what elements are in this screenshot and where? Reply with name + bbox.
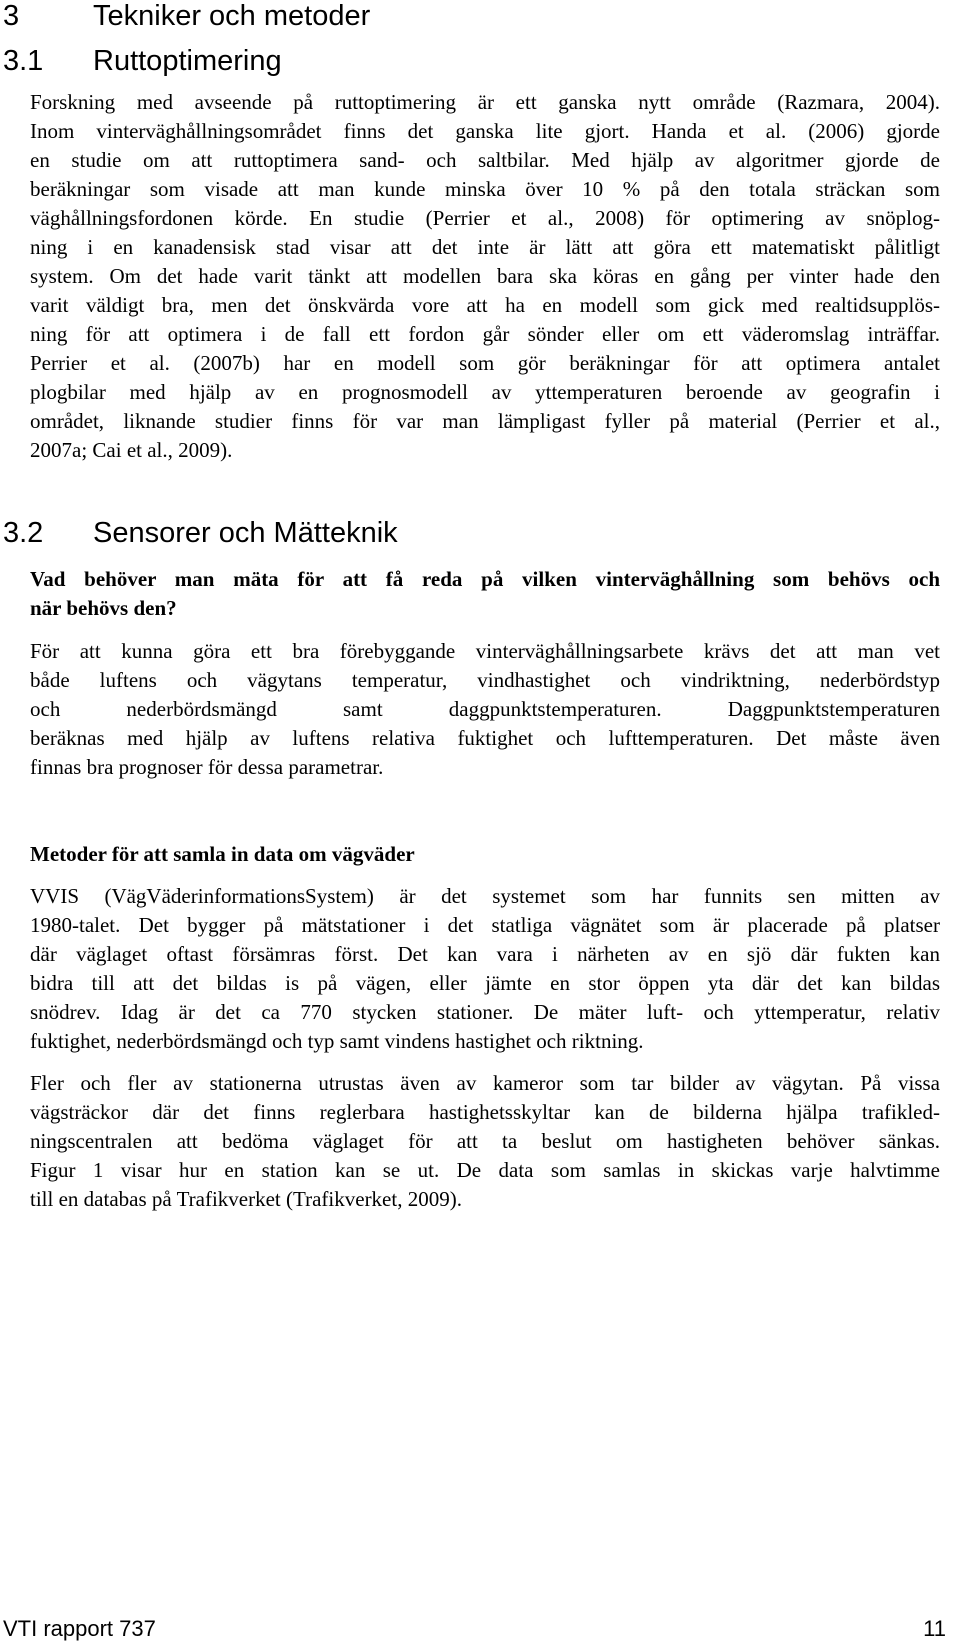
paragraph-measurements <box>30 637 940 782</box>
paragraph-vvis <box>30 882 940 1056</box>
text-line: För att kunna göra ett bra förebyggande vinterväghållningsarbete krävs det att man vet <box>30 639 940 663</box>
text-line: området, liknande studier finns för var man lämpligast fyller på material (Perrier et al., <box>30 409 940 433</box>
text-line: vägsträckor där det finns reglerbara hastighetsskyltar kan de bilderna hjälpa trafikled- <box>30 1100 940 1124</box>
text-line: VVIS (VägVäderinformationsSystem) är det systemet som har funnits sen mitten av <box>30 884 940 908</box>
text-line: beräknas med hjälp av luftens relativa fuktighet och lufttemperaturen. Det måste även <box>30 726 940 750</box>
section-heading-3-1 <box>3 45 282 78</box>
text-line: väghållningsfordonen körde. En studie (Perrier et al., 2008) för optimering av snöplog- <box>30 206 940 230</box>
text-line: bidra till att det bildas is på vägen, eller jämte en stor öppen yta där det kan bildas <box>30 971 940 995</box>
text-line: Figur 1 visar hur en station kan se ut. De data som samlas in skickas varje halvtimme <box>30 1158 940 1182</box>
text-line: Perrier et al. (2007b) har en modell som gör beräkningar för att optimera antalet <box>30 351 940 375</box>
text-line: till en databas på Trafikverket (Trafikverket, 2009). <box>30 1187 462 1211</box>
text-line: och nederbördsmängd samt daggpunktstemperaturen. Daggpunktstemperaturen <box>30 697 940 721</box>
footer-report-name: VTI rapport 737 <box>3 1616 156 1641</box>
section-title: Sensorer och Mätteknik <box>93 517 398 549</box>
section-title: Tekniker och metoder <box>93 0 371 32</box>
paragraph-ruttoptimering <box>30 88 940 465</box>
text-line: varit väldigt bra, men det önskvärda vore att ha en modell som gick med realtidsupplös- <box>30 293 940 317</box>
text-line: Vad behöver man mäta för att få reda på vilken vinterväghållning som behövs och <box>30 567 940 591</box>
section-number: 3.1 <box>3 45 44 77</box>
section-number: 3.2 <box>3 517 44 549</box>
section-heading-3-2 <box>3 517 398 550</box>
paragraph-cameras <box>30 1069 940 1214</box>
text-line: när behövs den? <box>30 596 177 620</box>
footer-page-number: 11 <box>923 1616 946 1641</box>
text-line: 1980-talet. Det bygger på mätstationer i det statliga vägnätet som är placerade på platser <box>30 913 940 937</box>
subheading-methods <box>30 840 940 869</box>
section-number: 3 <box>3 0 20 32</box>
text-line: fuktighet, nederbördsmängd och typ samt vindens hastighet och riktning. <box>30 1029 644 1053</box>
text-line: plogbilar med hjälp av en prognosmodell av yttemperaturen beroende av geografin i <box>30 380 940 404</box>
subheading-text: Metoder för att samla in data om vägväder <box>30 842 415 866</box>
text-line: Inom vinterväghållningsområdet finns det ganska lite gjort. Handa et al. (2006) gjorde <box>30 119 940 143</box>
text-line: ningscentralen att bedöma väglaget för att ta beslut om hastigheten behöver sänkas. <box>30 1129 940 1153</box>
text-line: 2007a; Cai et al., 2009). <box>30 438 233 462</box>
text-line: ning för att optimera i de fall ett fordon går sönder eller om ett väderomslag inträffar. <box>30 322 940 346</box>
text-line: beräkningar som visade att man kunde minska över 10 % på den totala sträckan som <box>30 177 940 201</box>
text-line: en studie om att ruttoptimera sand- och saltbilar. Med hjälp av algoritmer gjorde de <box>30 148 940 172</box>
text-line: där väglaget oftast försämras först. Det kan vara i närheten av en sjö där fukten kan <box>30 942 940 966</box>
bold-question <box>30 565 940 623</box>
text-line: både luftens och vägytans temperatur, vindhastighet och vindriktning, nederbördstyp <box>30 668 940 692</box>
text-line: Fler och fler av stationerna utrustas även av kameror som tar bilder av vägytan. På vissa <box>30 1071 940 1095</box>
text-line: ning i en kanadensisk stad visar att det inte är lätt att göra ett matematiskt pålitligt <box>30 235 940 259</box>
text-line: Forskning med avseende på ruttoptimering är ett ganska nytt område (Razmara, 2004). <box>30 90 940 114</box>
section-title: Ruttoptimering <box>93 45 282 77</box>
section-heading-3 <box>3 0 370 33</box>
text-line: system. Om det hade varit tänkt att modellen bara ska köras en gång per vinter hade den <box>30 264 940 288</box>
text-line: finnas bra prognoser för dessa parametrar. <box>30 755 384 779</box>
text-line: snödrev. Idag är det ca 770 stycken stationer. De mäter luft- och yttemperatur, relativ <box>30 1000 940 1024</box>
